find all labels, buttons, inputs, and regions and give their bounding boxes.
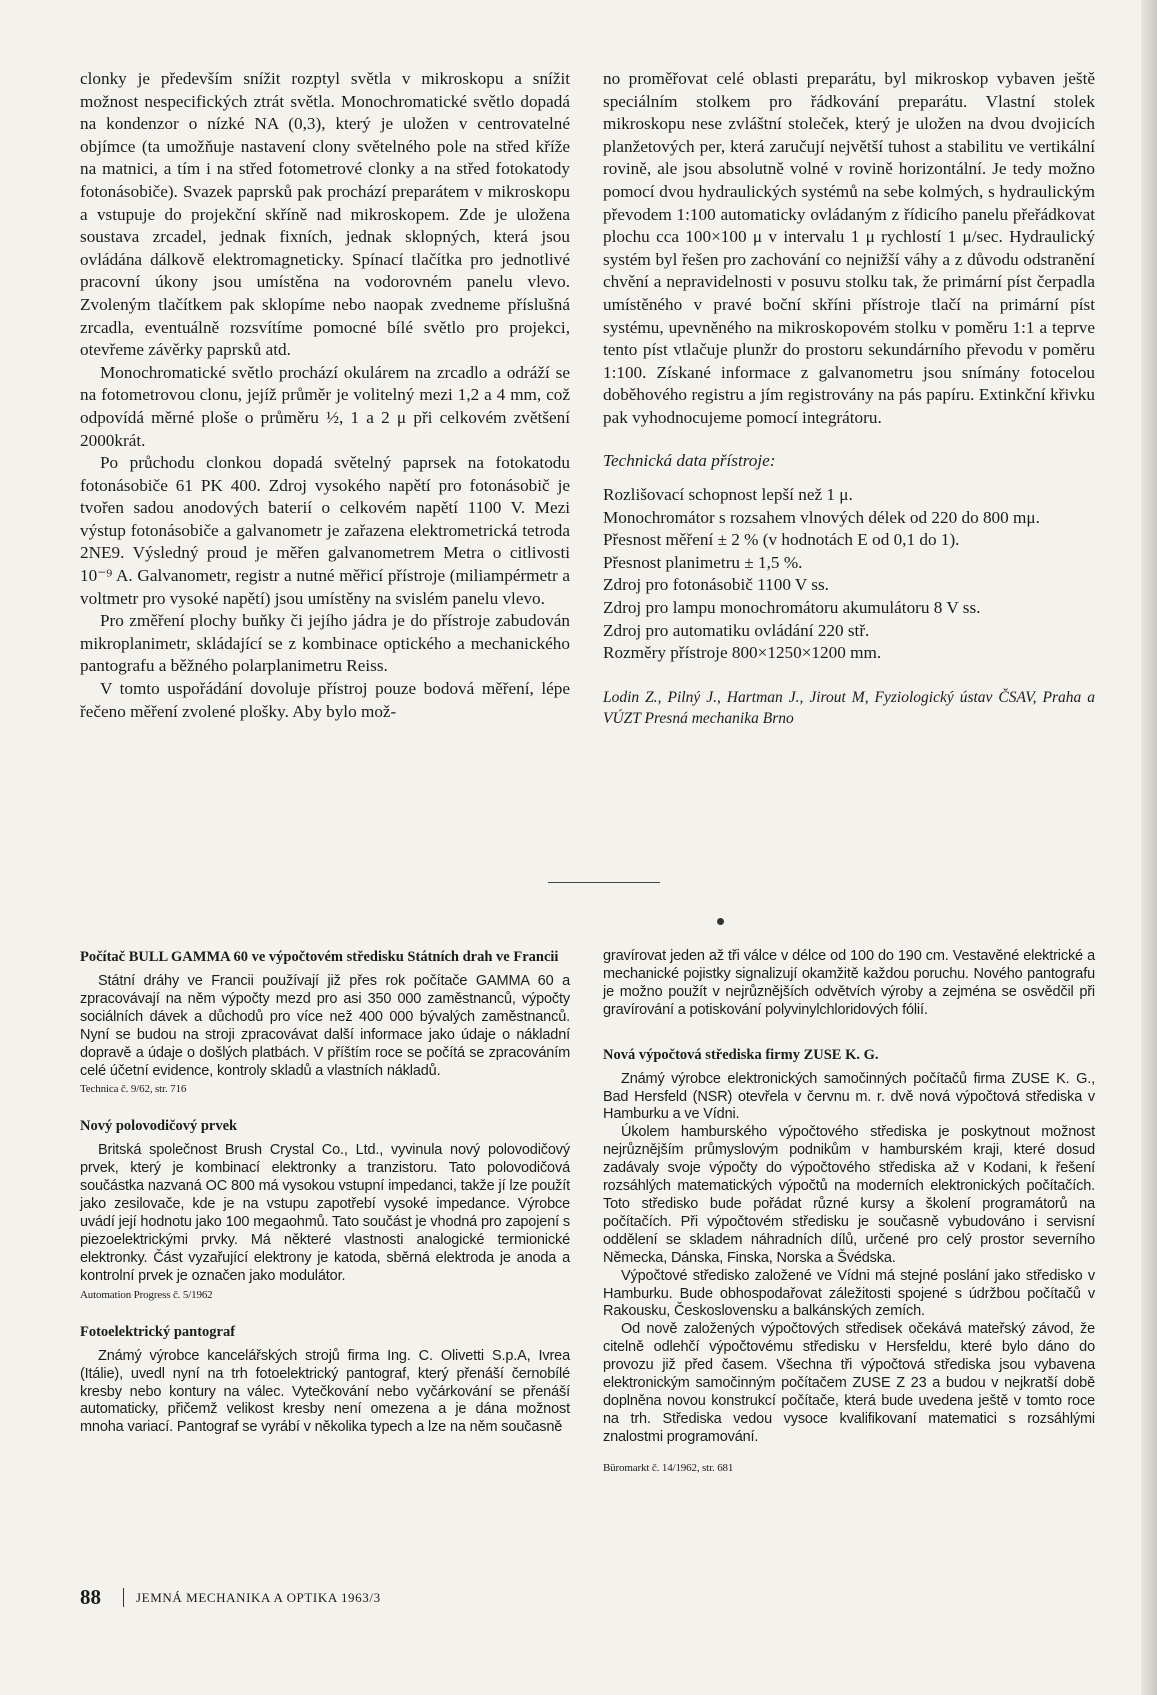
spec-line: Přesnost měření ± 2 % (v hodnotách E od 0,1 do 1).: [603, 530, 960, 550]
footer-separator: [123, 1588, 124, 1607]
section-divider: [548, 882, 660, 883]
news-item: [603, 1046, 1095, 1476]
spec-line: Přesnost planimetru ± 1,5 %.: [603, 552, 803, 572]
author-affiliation: Lodin Z., Pilný J., Hartman J., Jirout M, Fyziologický ústav ČSAV, Praha a VÚZT Presná mechanika Brno: [603, 688, 1095, 727]
news-source: Büromarkt č. 14/1962, str. 681: [603, 1461, 734, 1474]
spec-line: Zdroj pro lampu monochromátoru akumulátoru 8 V ss.: [603, 598, 981, 618]
spec-line: Rozlišovací schopnost lepší než 1 μ.: [603, 485, 853, 505]
article-paragraph: clonky je především snížit rozptyl světla v mikroskopu a snížit možnost nespecifických ztrát světla. Monochromatické světlo dopadá na kondenzor o nízké NA (0,3), který je uložen v centrovatelné objímce (ta umožňuje nastavení clony světelného pole na střed kříže na matnici, a tím i na střed fotometrové clonky a na střed fotokatody fotonásobiče). Svazek paprsků pak prochází preparátem v mikroskopu a vstupuje do projekční skříně nad mikroskopem. Zde je uložena soustava zrcadel, jednak fixních, jednak sklopných, která jsou ovládána dálkově elektromagneticky. Spínací tlačítka pro jednotlivé pracovní úkony jsou umístěna na vodorovném panelu vlevo. Zvoleným tlačítkem pak sklopíme nebo naopak zvedneme příslušná zrcadla, eventuálně rozsvítíme pomocné bílé světlo pro projekci, otevřeme závěrky paprsků atd.: [80, 69, 570, 360]
news-item-continuation: [603, 948, 1095, 1020]
spec-line: Zdroj pro fotonásobič 1100 V ss.: [603, 575, 829, 595]
article-paragraph: Pro změření plochy buňky či jejího jádra je do přístroje zabudován mikroplanimetr, skládající se z kombinace optického a mechanického pantografu a běžného polarplanimetru Reiss.: [80, 611, 570, 676]
news-title: Počítač BULL GAMMA 60 ve výpočtovém středisku Státních drah ve Francii: [80, 949, 559, 965]
news-paragraph: Známý výrobce kancelářských strojů firma Ing. C. Olivetti S.p.A, Ivrea (Itálie), uvedl nyní na trh fotoelektrický pantograf, který přenáší černobílé kresby nebo kontury na válec. Vytečkování nebo vyčárkování se přenáší automaticky, přičemž velikost kresby není omezena a je dána možnost mnoha variací. Pantograf se vyrábí v několika typech a lze na něm současně: [80, 1347, 570, 1436]
article-paragraph: Po průchodu clonkou dopadá světelný paprsek na fotokatodu fotonásobiče 61 PK 400. Zdroj vysokého napětí pro fotonásobič je tvořen sadou anodových baterií o celkovém napětí 1100 V. Mezi výstup fotonásobiče a galvanometr je zařazena elektrometrická tetroda 2NE9. Výsledný proud je měřen galvanometrem Metra o citlivosti 10⁻⁹ A. Galvanometr, registr a nutné měřicí přístroje (miliampérmetr a voltmetr pro vysoké napětí) jsou umístěny na svislém panelu vlevo.: [80, 453, 570, 608]
news-item: [80, 948, 570, 1097]
news-title: Fotoelektrický pantograf: [80, 1323, 236, 1340]
article-paragraph: no proměřovat celé oblasti preparátu, byl mikroskop vybaven ještě speciálním stolkem pro řádkování preparátu. Vlastní stolek mikroskopu nese zvláštní stoleček, který je uložen na dvou dvojicích planžetových per, která zaručují největší tuhost a stabilitu ve vertikální rovině, ale jsou absolutně volné v rovině horizontální. Je tedy možno pomocí dvou hydraulických systémů na sebe kolmých, s hydraulickým převodem 1:100 automaticky ovládaným z řídicího panelu přeřádkovat plochu cca 100×100 μ v intervalu 1 μ rychlostí 1 μ/sec. Hydraulický systém byl řešen pro zachování co nejnižší váhy a z důvodu odstranění chvění a nepravidelnosti v posuvu stolku tak, že primární píst čerpadla umístěného v pravé boční skříni přístroje tlačí na primární píst systému, upevněného na mikroskopovém stolku v poměru 1:1 a teprve tento píst vtlačuje plunžr do prostoru sekundárního převodu v poměru 1:100. Získané informace z galvanometru jsou snímány fotocelou doběhového registru a jím registrovány na pás papíru. Extinkční křivku pak vyhodnocujeme pomocí integrátoru.: [603, 69, 1095, 427]
article-column-right: [603, 68, 1095, 729]
news-paragraph: gravírovat jeden až tři válce v délce od 100 do 190 cm. Vestavěné elektrické a mechanické pojistky signalizují okamžitě každou poruchu. Nového pantografu je možno použít v nejrůznějších odvětvích výroby a zejména se osvědčil při gravírování a potiskování polyvinylchloridových fólií.: [603, 948, 1095, 1018]
news-source: Technica č. 9/62, str. 716: [80, 1083, 187, 1096]
spec-line: Zdroj pro automatiku ovládání 220 stř.: [603, 620, 870, 640]
news-column-left: [80, 948, 570, 1457]
news-paragraph: Úkolem hamburského výpočtového střediska je poskytnout možnost nejrůznějším průmyslovým podnikům v hamburském kraji, které dosud zadávaly svoje výpočty do výpočtového střediska až v Kodani, k řešení rozsáhlých matematických výpočtů na moderních elektronických počítačích. Toto středisko bude pořádat různé kursy a školení programátorů na počítačích. Při výpočtovém středisku je současně vybudováno i servisní oddělení se skladem náhradních dílů, určené pro celý prostor severního Německa, Dánska, Finska, Norska a Švédska.: [603, 1124, 1095, 1266]
article-paragraph: V tomto uspořádání dovoluje přístroj pouze bodová měření, lépe řečeno měření zvolené plošky. Aby bylo mož-: [80, 679, 570, 721]
news-item: [80, 1117, 570, 1302]
journal-title: JEMNÁ MECHANIKA A OPTIKA 1963/3: [136, 1589, 381, 1605]
news-title: Nová výpočtová střediska firmy ZUSE K. G.: [603, 1046, 879, 1063]
news-paragraph: Britská společnost Brush Crystal Co., Ltd., vyvinula nový polovodičový prvek, který je kombinací elektronky a tranzistoru. Tato polovodičová součástka nazvaná OC 800 má vysokou vstupní impedanci, takže jí lze použít jako zesilovače, kde je na vstupu zapotřebí vysoké impedance. Výrobce uvádí její hodnotu jako 100 megaohmů. Tato součást je vhodná pro zapojení s piezoelektrickými prvky. Má některé vlastnosti analogické termionické elektronky. Část vyzařující elektrony je katoda, sběrná elektroda je anoda a kontrolní prvek je označen jako modulátor.: [80, 1142, 570, 1284]
article-column-left: [80, 68, 570, 723]
news-title: Nový polovodičový prvek: [80, 1118, 238, 1135]
news-source: Automation Progress č. 5/1962: [80, 1288, 213, 1301]
news-paragraph: Od nově založených výpočtových středisek očekává mateřský závod, že citelně odlehčí výpočtovému středisku v Hersfeldu, které bylo dáno do provozu již před časem. Všechna tři výpočtová střediska jsou vybavena elektronickým samočinným počítačem ZUSE Z 23 a budou v nejkratší době doplněna novou konstrukcí počítače, která bude uvedena ještě v tomto roce na trh. Střediska vedou vysoce kvalifikovaní matematici s rozsáhlými znalostmi programování.: [603, 1321, 1095, 1445]
separator-dot: [717, 918, 724, 925]
news-column-right: [603, 948, 1095, 1496]
news-paragraph: Výpočtové středisko založené ve Vídni má stejné poslání jako středisko v Hamburku. Bude obhospodařovat záležitosti spojené s údržbou počítačů v Rakousku, Československu a balkánských zemích.: [603, 1267, 1095, 1320]
article-paragraph: Monochromatické světlo prochází okulárem na zrcadlo a odráží se na fotometrovou clonu, jejíž průměr je volitelný mezi 1,2 a 4 mm, což odpovídá měrné ploše o průměru ½, 1 a 2 μ při celkovém zvětšení 2000krát.: [80, 362, 570, 450]
page-edge-shadow: [1141, 0, 1157, 1695]
news-paragraph: Známý výrobce elektronických samočinných počítačů firma ZUSE K. G., Bad Hersfeld (NSR) otevřela v červnu m. r. dvě nová výpočtová střediska v Hamburku a ve Vídni.: [603, 1070, 1095, 1123]
spec-line: Rozměry přístroje 800×1250×1200 mm.: [603, 643, 882, 663]
spec-heading: Technická data přístroje:: [603, 450, 776, 470]
news-paragraph: Státní dráhy ve Francii používají již přes rok počítače GAMMA 60 a zpracovávají na něm výpočty mezd pro asi 350 000 zaměstnanců, výpočty sociálních dávek a důchodů pro více než 400 000 bývalých zaměstnanců. Nyní se budou na stroji zpracovávat další informace jako údaje o nákladní dopravě a údaje o došlých platbách. V příštím roce se počítá se zpracováním celé účetní evidence, kontroly skladů a vlastních nákladů.: [80, 973, 570, 1079]
page-number: 88: [80, 1585, 101, 1609]
page-footer: [80, 1585, 381, 1610]
news-item: [80, 1323, 570, 1438]
spec-line: Monochromátor s rozsahem vlnových délek od 220 do 800 mμ.: [603, 507, 1040, 527]
